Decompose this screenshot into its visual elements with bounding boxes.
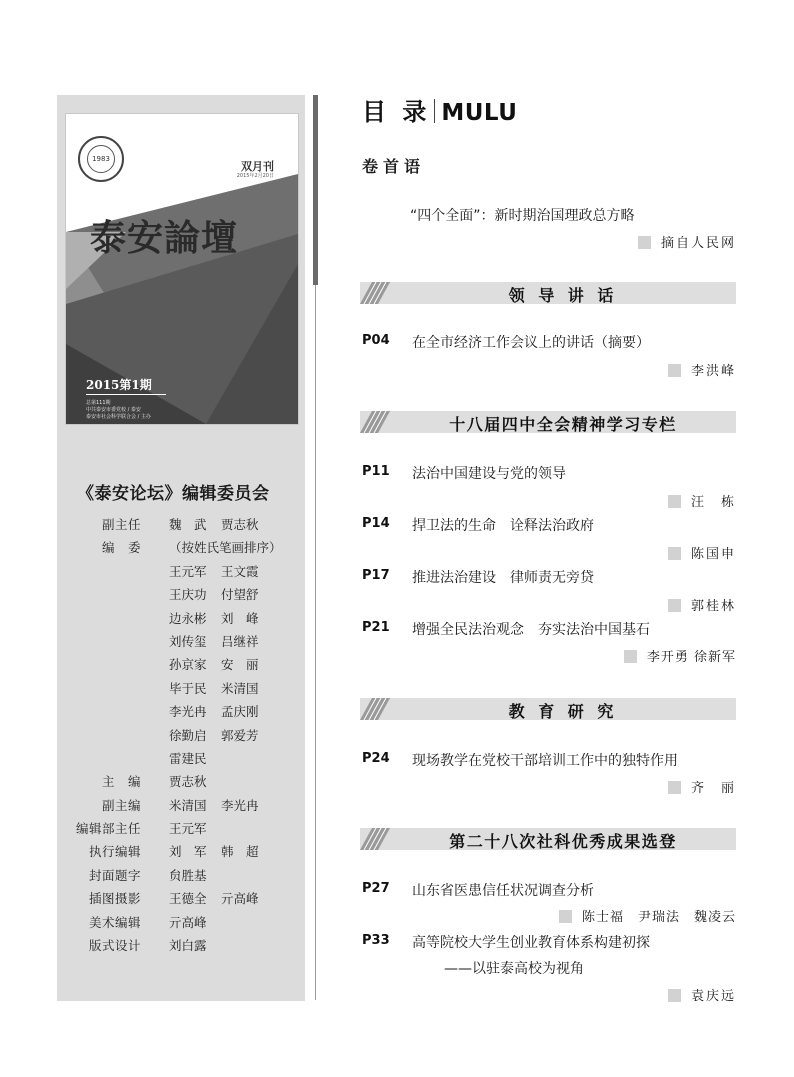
cover-date: 2015年2月20日 [236,173,274,179]
board-role: 副主任 [101,517,141,532]
board-row [57,585,305,608]
board-row [57,772,305,795]
toc-heading-en: MULU [441,100,518,126]
board-role: 主 编 [101,774,141,790]
board-row [57,889,305,912]
board-member-name: 孟庆刚 [221,704,259,720]
board-role: 编辑部主任 [75,821,141,837]
author-marker [559,910,572,923]
article-title[interactable]: 山东省医患信任状况调查分析 [412,883,594,899]
board-row [57,538,305,561]
cover-frequency: 双月刊 [241,160,274,173]
article-title[interactable]: 推进法治建设 律师责无旁贷 [412,570,594,586]
author-marker [638,236,651,249]
board-member-name: 刘 峰 [221,610,259,626]
board-role: 版式设计 [88,938,141,954]
board-member-name: 韩 超 [221,844,259,860]
page-number: P04 [362,333,390,348]
board-title: 《泰安论坛》编辑委员会 [77,484,270,504]
seal-logo [78,136,124,182]
board-member-name: 李光冉 [221,797,259,813]
author-marker [624,650,637,663]
article-author: 陈国申 [668,543,736,562]
board-member-name: 徐勤启 [169,727,207,743]
board-row [57,702,305,725]
board-member-name: 亓高峰 [221,891,259,907]
article-author: 李洪峰 [668,360,736,379]
article-author: 袁庆远 [668,985,736,1004]
toc-heading [362,92,517,127]
board-member-name: 边永彬 [169,610,207,626]
board-member-name: 毕于民 [169,680,207,696]
board-member-name: 魏 武 [169,517,207,532]
board-member-name: 孙京家 [169,657,207,673]
section-bar-leadership [360,282,736,304]
cover-publisher-1: 中共泰安市委党校 / 泰安 [86,407,141,413]
board-row [57,632,305,655]
board-row [57,749,305,772]
article-subtitle: ——以驻泰高校为视角 [444,961,584,977]
article-title[interactable]: 增强全民法治观念 夯实法治中国基石 [412,622,650,638]
article-title[interactable]: 法治中国建设与党的领导 [412,466,566,482]
board-member-name: 王德全 [169,891,207,907]
board-row [57,913,305,936]
board-member-name: 王文霞 [221,563,259,579]
cover-issue: 2015第1期 [86,378,152,392]
page-number: P24 [362,751,390,766]
board-member-name: 贠胜基 [169,867,207,883]
page-number: P11 [362,464,390,479]
section-bar-awards [360,828,736,850]
board-member-name: 刘白露 [169,938,207,954]
board-row [57,515,305,538]
article-author: 郭桂林 [668,595,736,614]
article-title[interactable]: 捍卫法的生命 诠释法治政府 [412,518,594,534]
magazine-cover[interactable] [65,113,299,425]
author-marker [668,364,681,377]
editorial-panel [57,95,305,1001]
section-bar-education [360,698,736,720]
article-author: 齐 丽 [668,777,736,796]
author-marker [668,781,681,794]
board-row [57,562,305,585]
section-label: 教 育 研 究 [508,702,618,721]
board-row [57,936,305,959]
board-member-name: 贾志秋 [221,517,259,532]
board-member-name: 米清国 [221,680,259,696]
board-role: 副主编 [101,797,141,813]
cover-publisher [86,400,151,421]
board-role: 封面题字 [88,867,141,883]
board-row [57,609,305,632]
board-row [57,819,305,842]
board-row [57,842,305,865]
board-member-name: 王元军 [169,821,207,837]
page-number: P33 [362,933,390,948]
board-member-name: 王庆功 [169,587,207,603]
board-row [57,679,305,702]
article-title[interactable]: 在全市经济工作会议上的讲话（摘要） [412,335,650,351]
board-member-name: 安 丽 [221,657,259,673]
section-label: 领 导 讲 话 [508,286,618,305]
article-title[interactable]: 高等院校大学生创业教育体系构建初探 [412,935,650,951]
board-row [57,866,305,889]
divider-accent [313,95,318,285]
board-member-name: 亓高峰 [169,914,207,930]
board-member-name: 刘传玺 [169,633,207,649]
article-author: 汪 栋 [668,491,736,510]
board-note: （按姓氏笔画排序） [169,540,282,556]
board-member-name: 刘 军 [169,844,207,860]
page-number: P21 [362,620,390,635]
preface-label: 卷首语 [362,157,426,176]
section-label: 十八届四中全会精神学习专栏 [449,415,677,434]
board-list [57,515,305,959]
page-number: P17 [362,568,390,583]
board-role: 执行编辑 [88,844,141,860]
cover-title: 泰安論壇 [90,217,239,259]
cover-issue-sub: 总第111期 [86,400,111,406]
section-label: 第二十八次社科优秀成果选登 [449,832,677,851]
article-author: 李开勇 徐新军 [624,646,736,665]
cover-publisher-2: 泰安市社会科学联合会 / 主办 [86,414,151,420]
cover-divider [86,394,166,395]
board-member-name: 付望舒 [221,587,259,603]
toc-heading-zh: 目 录 [362,98,431,126]
preface-source: 摘自人民网 [638,232,736,251]
author-marker [668,989,681,1002]
board-member-name: 贾志秋 [169,774,207,790]
section-bar-plenum [360,411,736,433]
board-member-name: 雷建民 [169,750,207,766]
board-role: 编 委 [101,540,141,556]
board-member-name: 王元军 [169,563,207,579]
author-marker [668,599,681,612]
board-role: 美术编辑 [88,914,141,930]
page-number: P27 [362,881,390,896]
board-member-name: 李光冉 [169,704,207,720]
heading-separator [434,99,435,123]
board-row [57,655,305,678]
seal-center: 1983 [87,145,115,173]
article-title[interactable]: 现场教学在党校干部培训工作中的独特作用 [412,753,678,769]
article-author: 陈士福 尹瑞法 魏凌云 [559,906,736,925]
author-marker [668,547,681,560]
author-marker [668,495,681,508]
board-member-name: 郭爱芳 [221,727,259,743]
preface-article-title[interactable]: “四个全面”：新时期治国理政总方略 [410,208,635,224]
board-member-name: 米清国 [169,797,207,813]
page-number: P14 [362,516,390,531]
board-member-name: 吕继祥 [221,633,259,649]
board-role: 插图摄影 [88,891,141,907]
board-row [57,726,305,749]
board-row [57,796,305,819]
